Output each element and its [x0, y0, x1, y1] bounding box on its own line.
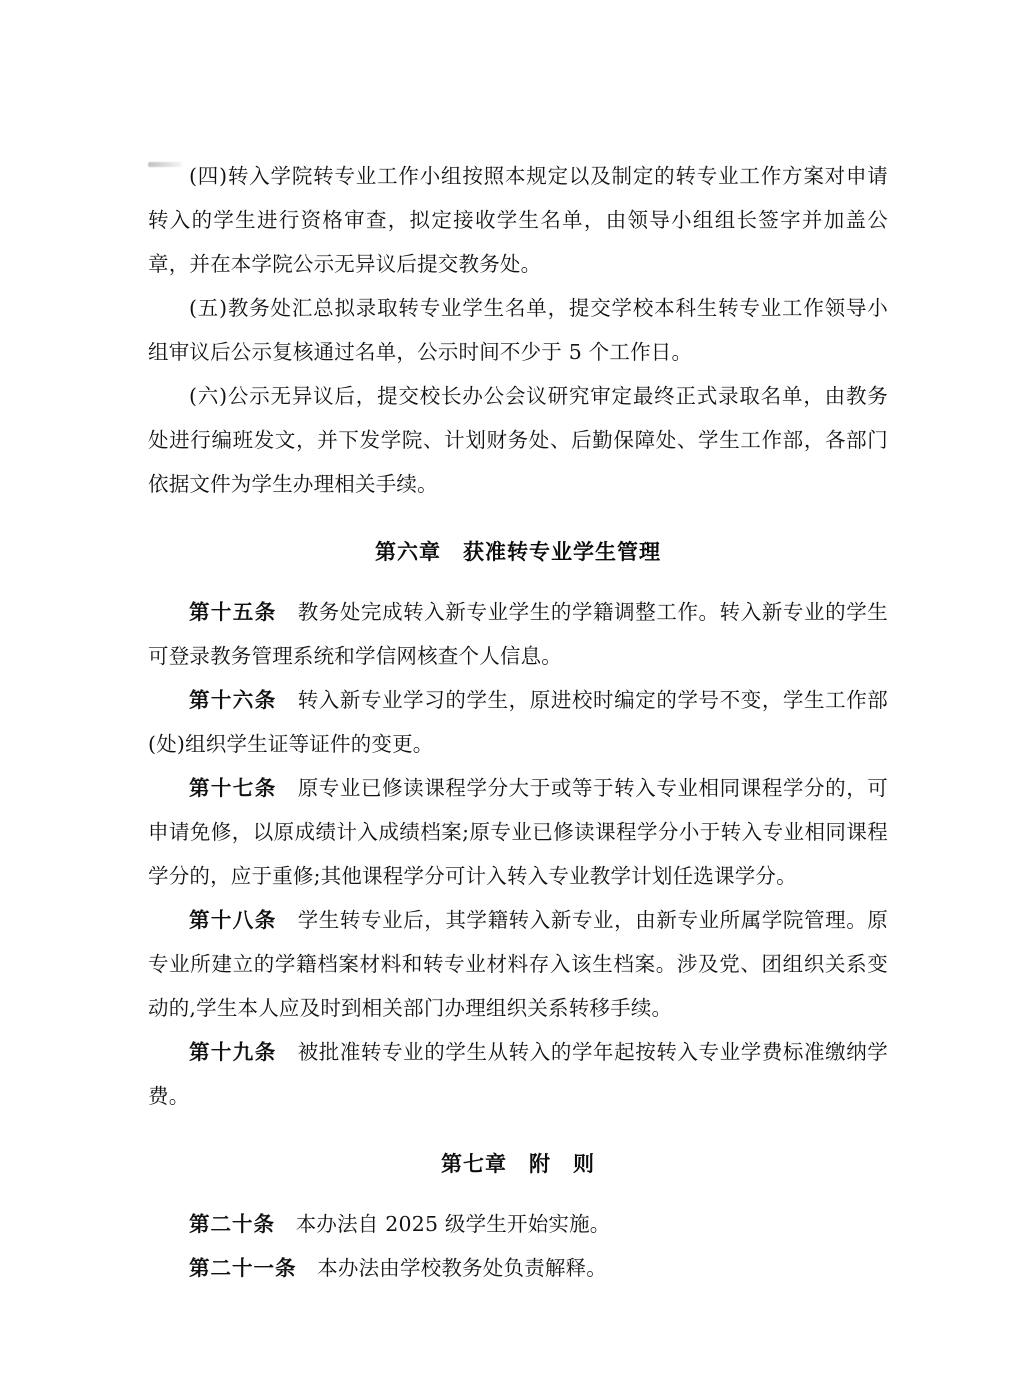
article-20: [148, 1202, 888, 1246]
article-18: [148, 898, 888, 1030]
article-16: [148, 678, 888, 766]
article-21-number: 第二十一条: [189, 1256, 297, 1280]
chapter-6-heading: 第六章 获准转专业学生管理: [375, 539, 661, 564]
article-15: [148, 590, 888, 678]
article-19-number: 第十九条: [189, 1040, 277, 1064]
paragraph-item-4: (四)转入学院转专业工作小组按照本规定以及制定的转专业工作方案对申请转入的学生进行资格审查，拟定接收学生名单，由领导小组组长签字并加盖公章，并在本学院公示无异议后提交教务处。: [148, 164, 888, 276]
article-17-number: 第十七条: [189, 776, 277, 800]
document-body: [148, 150, 888, 1290]
article-20-number: 第二十条: [189, 1212, 275, 1236]
paragraph-item-5: (五)教务处汇总拟录取转专业学生名单，提交学校本科生转专业工作领导小组审议后公示复核通过名单，公示时间不少于 5 个工作日。: [148, 296, 888, 364]
article-16-number: 第十六条: [189, 688, 277, 712]
chapter-7-articles: [148, 1202, 888, 1290]
article-20-text: 本办法自 2025 级学生开始实施。: [295, 1212, 611, 1236]
paragraph-item-6: (六)公示无异议后，提交校长办公会议研究审定最终正式录取名单，由教务处进行编班发文，并下发学院、计划财务处、后勤保障处、学生工作部，各部门依据文件为学生办理相关手续。: [148, 384, 888, 496]
article-17-text: 原专业已修读课程学分大于或等于转入专业相同课程学分的，可申请免修，以原成绩计入成绩档案;原专业已修读课程学分小于转入专业相同课程学分的，应于重修;其他课程学分可计入转入专业教学计划任选课学分。: [148, 776, 889, 888]
article-19: [148, 1030, 888, 1118]
chapter-7-heading: 第七章 附 则: [441, 1151, 595, 1176]
procedure-paragraphs: [148, 154, 888, 506]
article-19-text: 被批准转专业的学生从转入的学年起按转入专业学费标准缴纳学费。: [148, 1040, 889, 1108]
article-15-number: 第十五条: [189, 600, 277, 624]
article-18-text: 学生转专业后，其学籍转入新专业，由新专业所属学院管理。原专业所建立的学籍档案材料和转专业材料存入该生档案。涉及党、团组织关系变动的,学生本人应及时到相关部门办理组织关系转移手续。: [148, 908, 889, 1020]
chapter-6-articles: [148, 590, 888, 1118]
article-18-number: 第十八条: [189, 908, 277, 932]
article-15-text: 教务处完成转入新专业学生的学籍调整工作。转入新专业的学生可登录教务管理系统和学信网核查个人信息。: [148, 600, 889, 668]
article-21: [148, 1246, 888, 1290]
article-17: [148, 766, 888, 898]
article-16-text: 转入新专业学习的学生，原进校时编定的学号不变，学生工作部(处)组织学生证等证件的变更。: [148, 688, 889, 756]
article-21-text: 本办法由学校教务处负责解释。: [317, 1256, 608, 1280]
